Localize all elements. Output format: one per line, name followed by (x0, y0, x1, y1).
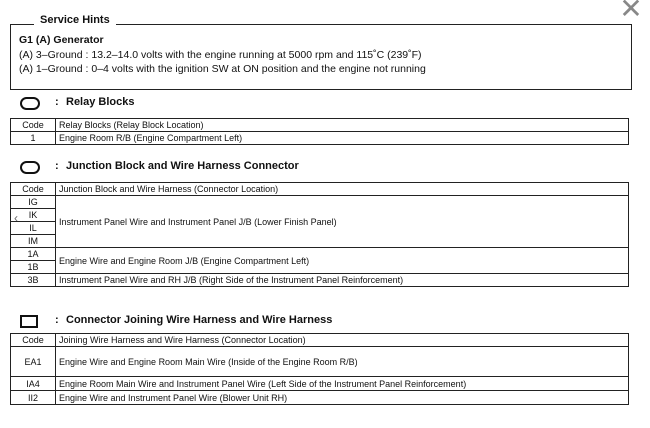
hint-line: (A) 1–Ground : 0–4 volts with the ignition SW at ON position and the engine not running (19, 63, 426, 75)
table-row (11, 248, 629, 261)
code-cell: IK (11, 209, 56, 222)
heading-colon: : (55, 96, 59, 108)
heading-colon: : (55, 160, 59, 172)
code-cell: 1A (11, 248, 56, 261)
chevron-left-icon[interactable]: ‹ (14, 211, 18, 225)
hint-line: (A) 3–Ground : 13.2–14.0 volts with the engine running at 5000 rpm and 115˚C (239˚F) (19, 49, 422, 61)
description-cell: Engine Wire and Instrument Panel Wire (Blower Unit RH) (56, 391, 629, 405)
code-cell: II2 (11, 391, 56, 405)
table-row (11, 377, 629, 391)
description-cell: Engine Room R/B (Engine Compartment Left) (56, 132, 629, 145)
column-header-code: Code (11, 119, 56, 132)
table-row (11, 347, 629, 377)
table-header-row (11, 119, 629, 132)
heading-colon: : (55, 314, 59, 326)
code-cell: EA1 (11, 347, 56, 377)
table-header-row (11, 334, 629, 347)
connector-title: Connector Joining Wire Harness and Wire Harness (66, 314, 333, 326)
description-cell: Engine Wire and Engine Room Main Wire (Inside of the Engine Room R/B) (56, 347, 629, 377)
description-cell: Instrument Panel Wire and RH J/B (Right Side of the Instrument Panel Reinforcement) (56, 274, 629, 287)
code-cell: IL (11, 222, 56, 235)
description-cell: Engine Room Main Wire and Instrument Panel Wire (Left Side of the Instrument Panel Reinforcement) (56, 377, 629, 391)
code-cell: 1 (11, 132, 56, 145)
code-cell: IA4 (11, 377, 56, 391)
code-cell: IM (11, 235, 56, 248)
table-header-row (11, 183, 629, 196)
service-hints-box (10, 24, 632, 90)
column-header-code: Code (11, 183, 56, 196)
column-header-description: Junction Block and Wire Harness (Connector Location) (56, 183, 629, 196)
table-row (11, 391, 629, 405)
table-row (11, 196, 629, 209)
table-row (11, 274, 629, 287)
relay-blocks-table (10, 118, 629, 145)
service-hints-title: Service Hints (34, 14, 116, 26)
table-row (11, 132, 629, 145)
description-cell: Instrument Panel Wire and Instrument Panel J/B (Lower Finish Panel) (56, 196, 629, 248)
column-header-code: Code (11, 334, 56, 347)
close-icon[interactable]: ✕ (619, 0, 643, 24)
column-header-description: Joining Wire Harness and Wire Harness (Connector Location) (56, 334, 629, 347)
code-cell: 3B (11, 274, 56, 287)
junction-block-symbol-icon (20, 161, 40, 174)
junction-block-table (10, 182, 629, 287)
junction-block-title: Junction Block and Wire Harness Connector (66, 160, 299, 172)
relay-blocks-title: Relay Blocks (66, 96, 135, 108)
hint-heading: G1 (A) Generator (19, 34, 104, 46)
description-cell: Engine Wire and Engine Room J/B (Engine Compartment Left) (56, 248, 629, 274)
column-header-description: Relay Blocks (Relay Block Location) (56, 119, 629, 132)
connector-table (10, 333, 629, 405)
relay-block-symbol-icon (20, 97, 40, 110)
connector-symbol-icon (20, 315, 38, 328)
code-cell: 1B (11, 261, 56, 274)
code-cell: IG (11, 196, 56, 209)
